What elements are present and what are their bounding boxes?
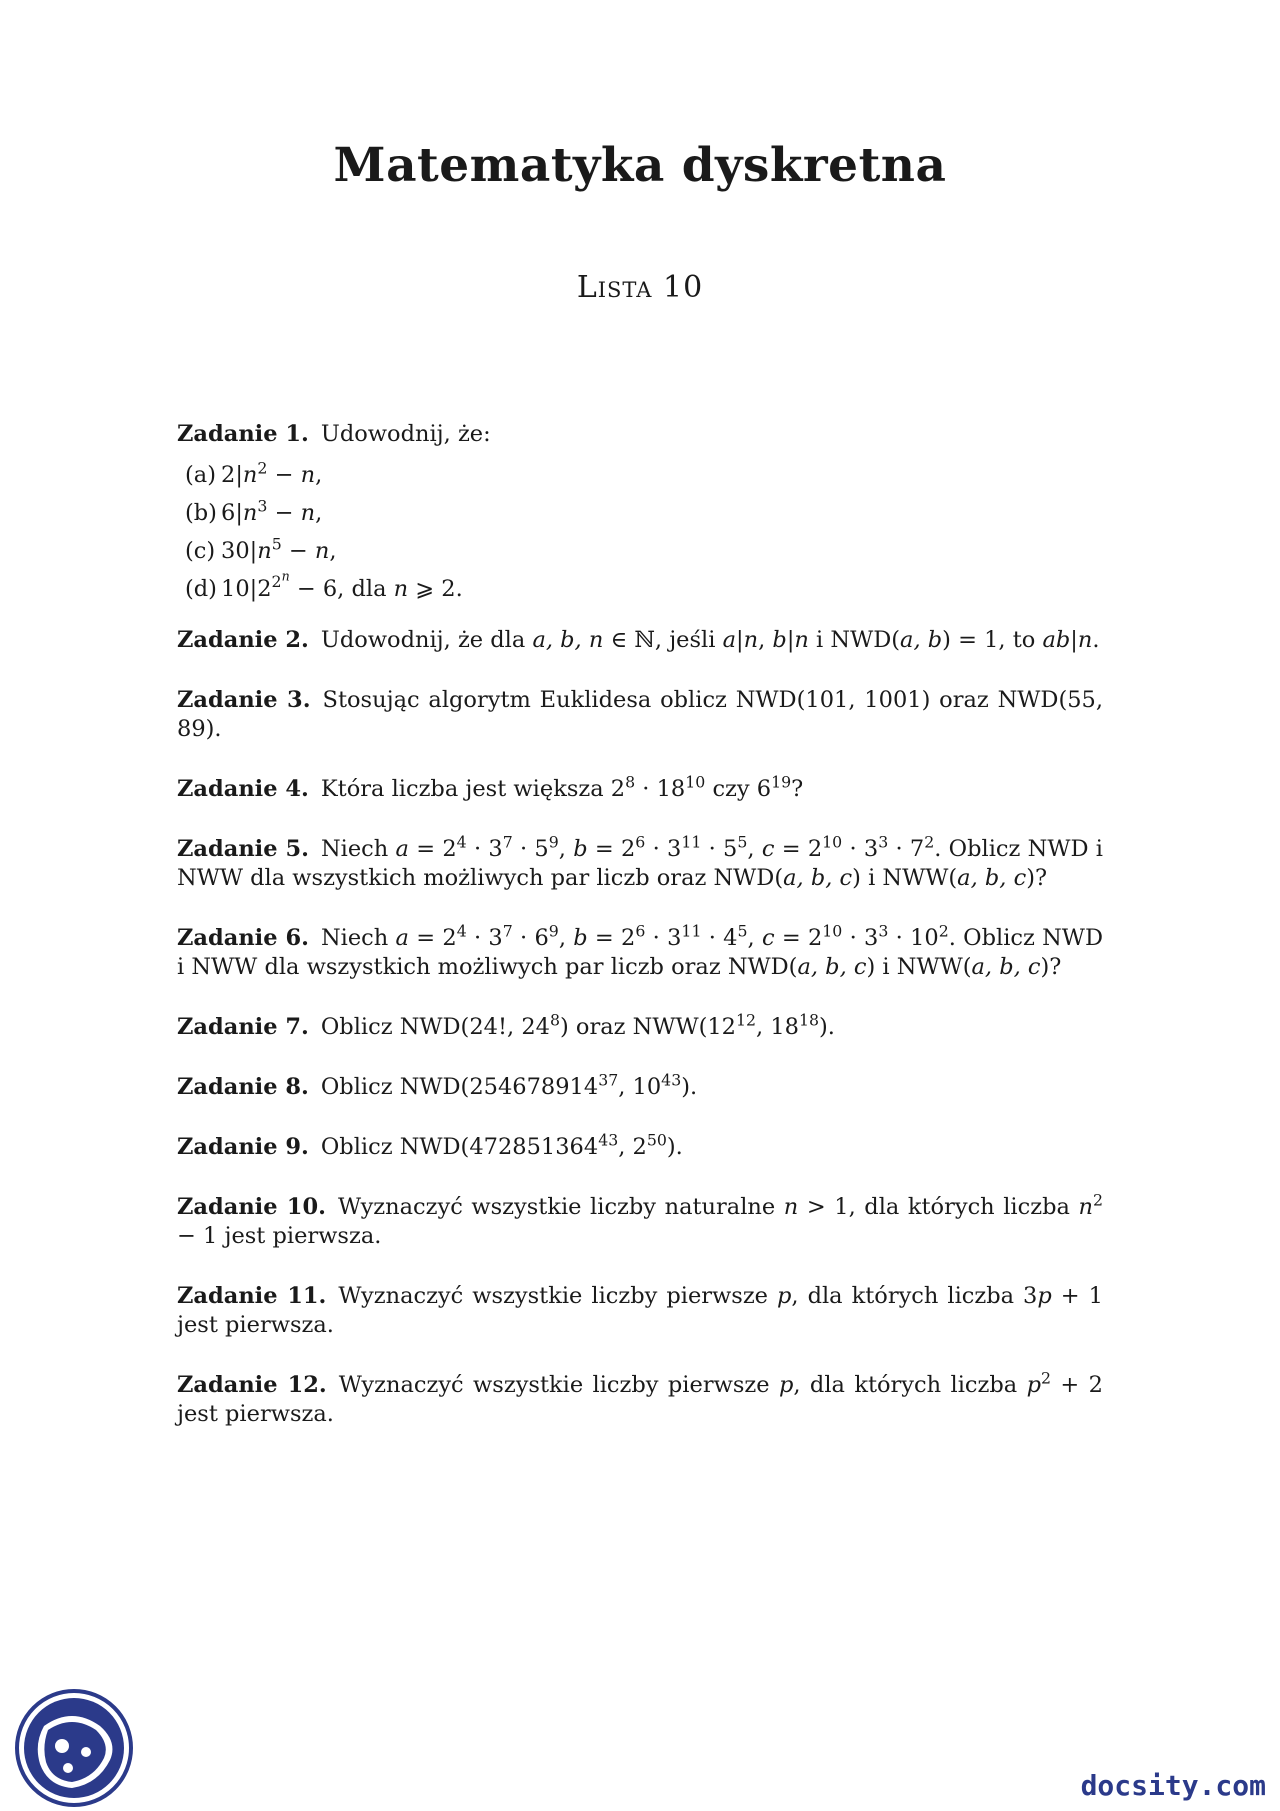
task-text: Wyznaczyć wszystkie liczby pierwsze p, dla których liczba 3p + 1 jest pierwsza. — [177, 1283, 1103, 1338]
task-text: Wyznaczyć wszystkie liczby naturalne n > 1, dla których liczba $n^2 - 1$ jest pierwsza. — [177, 1190, 1103, 1249]
task-label: Zadanie 8. — [177, 1074, 309, 1100]
task-3 — [177, 686, 1103, 744]
task-label: Zadanie 7. — [177, 1014, 309, 1040]
task-2 — [177, 626, 1103, 655]
task-11 — [177, 1282, 1103, 1340]
task-label: Zadanie 4. — [177, 776, 309, 802]
item-marker: (c) — [185, 538, 216, 564]
task-text: Oblicz NWD(254678914$^{37}$, $10^{43}$). — [320, 1070, 698, 1100]
task-label: Zadanie 10. — [177, 1194, 326, 1220]
task-text: Udowodnij, że dla a, b, n ∈ ℕ, jeśli a|n, b|n i NWD(a, b) = 1, to ab|n. — [320, 627, 1100, 653]
list-item — [177, 496, 1103, 528]
task-label: Zadanie 9. — [177, 1134, 309, 1160]
page-subtitle: Lista 10 — [576, 270, 704, 305]
task-12 — [177, 1368, 1103, 1429]
task-label: Zadanie 11. — [177, 1283, 327, 1309]
item-text: $2|n^2 - n$, — [221, 458, 323, 488]
task-4 — [177, 772, 1103, 804]
item-marker: (a) — [185, 462, 216, 488]
task-label: Zadanie 6. — [177, 925, 309, 951]
task-intro: Udowodnij, że: — [320, 421, 491, 447]
task-label: Zadanie 1. — [177, 421, 309, 447]
task-1 — [177, 420, 1103, 604]
item-text: $10|2^{2^n} - 6$, dla n ⩾ 2. — [221, 569, 463, 602]
task-label: Zadanie 2. — [177, 627, 309, 653]
task-text: Stosując algorytm Euklidesa oblicz NWD(101, 1001) oraz NWD(55, 89). — [177, 687, 1104, 742]
task-text: Niech $a = 2^4 \cdot 3^7 \cdot 5^9$, $b = 2^6 \cdot 3^{11} \cdot 5^5$, $c = 2^{10} \cdot 3^3 \cdot 7^2$. Oblicz NWD i NWW dla wszystkich możliwych par liczb oraz NWD(a, b, c) i NWW(a, b, c)? — [177, 832, 1103, 891]
item-marker: (b) — [185, 500, 217, 526]
docsity-logo-icon — [14, 1688, 134, 1808]
item-marker: (d) — [185, 576, 217, 602]
task-1-subitems — [177, 458, 1103, 604]
list-item — [177, 569, 1103, 604]
task-9 — [177, 1130, 1103, 1162]
task-text: Oblicz NWD(24!, $24^8$) oraz $NWW(12^{12}$, $18^{18}$). — [320, 1010, 835, 1040]
item-text: $6|n^3 - n$, — [221, 496, 323, 526]
task-text: Która liczba jest większa $2^8 \cdot 18^{10}$ czy $6^{19}$? — [320, 772, 804, 802]
task-10 — [177, 1190, 1103, 1251]
list-item — [177, 534, 1103, 566]
task-8 — [177, 1070, 1103, 1102]
task-6 — [177, 921, 1103, 982]
task-label: Zadanie 12. — [177, 1372, 327, 1398]
task-text: Wyznaczyć wszystkie liczby pierwsze p, dla których liczba $p^2 + 2$ jest pierwsza. — [177, 1368, 1103, 1427]
task-list — [177, 420, 1103, 1460]
task-5 — [177, 832, 1103, 893]
list-item — [177, 458, 1103, 490]
docsity-watermark: docsity.com — [1080, 1769, 1266, 1802]
task-text: Niech $a = 2^4 \cdot 3^7 \cdot 6^9$, $b = 2^6 \cdot 3^{11} \cdot 4^5$, $c = 2^{10} \cdot 3^3 \cdot 10^2$. Oblicz NWD i NWW dla wszystkich możliwych par liczb oraz NWD(a, b, c) i NWW(a, b, c)? — [177, 921, 1103, 980]
item-text: $30|n^5 - n$, — [221, 534, 337, 564]
page-title: Matematyka dyskretna — [333, 138, 947, 193]
task-label: Zadanie 5. — [177, 836, 309, 862]
task-text: Oblicz NWD(472851364$^{43}$, $2^{50}$). — [320, 1130, 683, 1160]
task-7 — [177, 1010, 1103, 1042]
task-label: Zadanie 3. — [177, 687, 311, 713]
